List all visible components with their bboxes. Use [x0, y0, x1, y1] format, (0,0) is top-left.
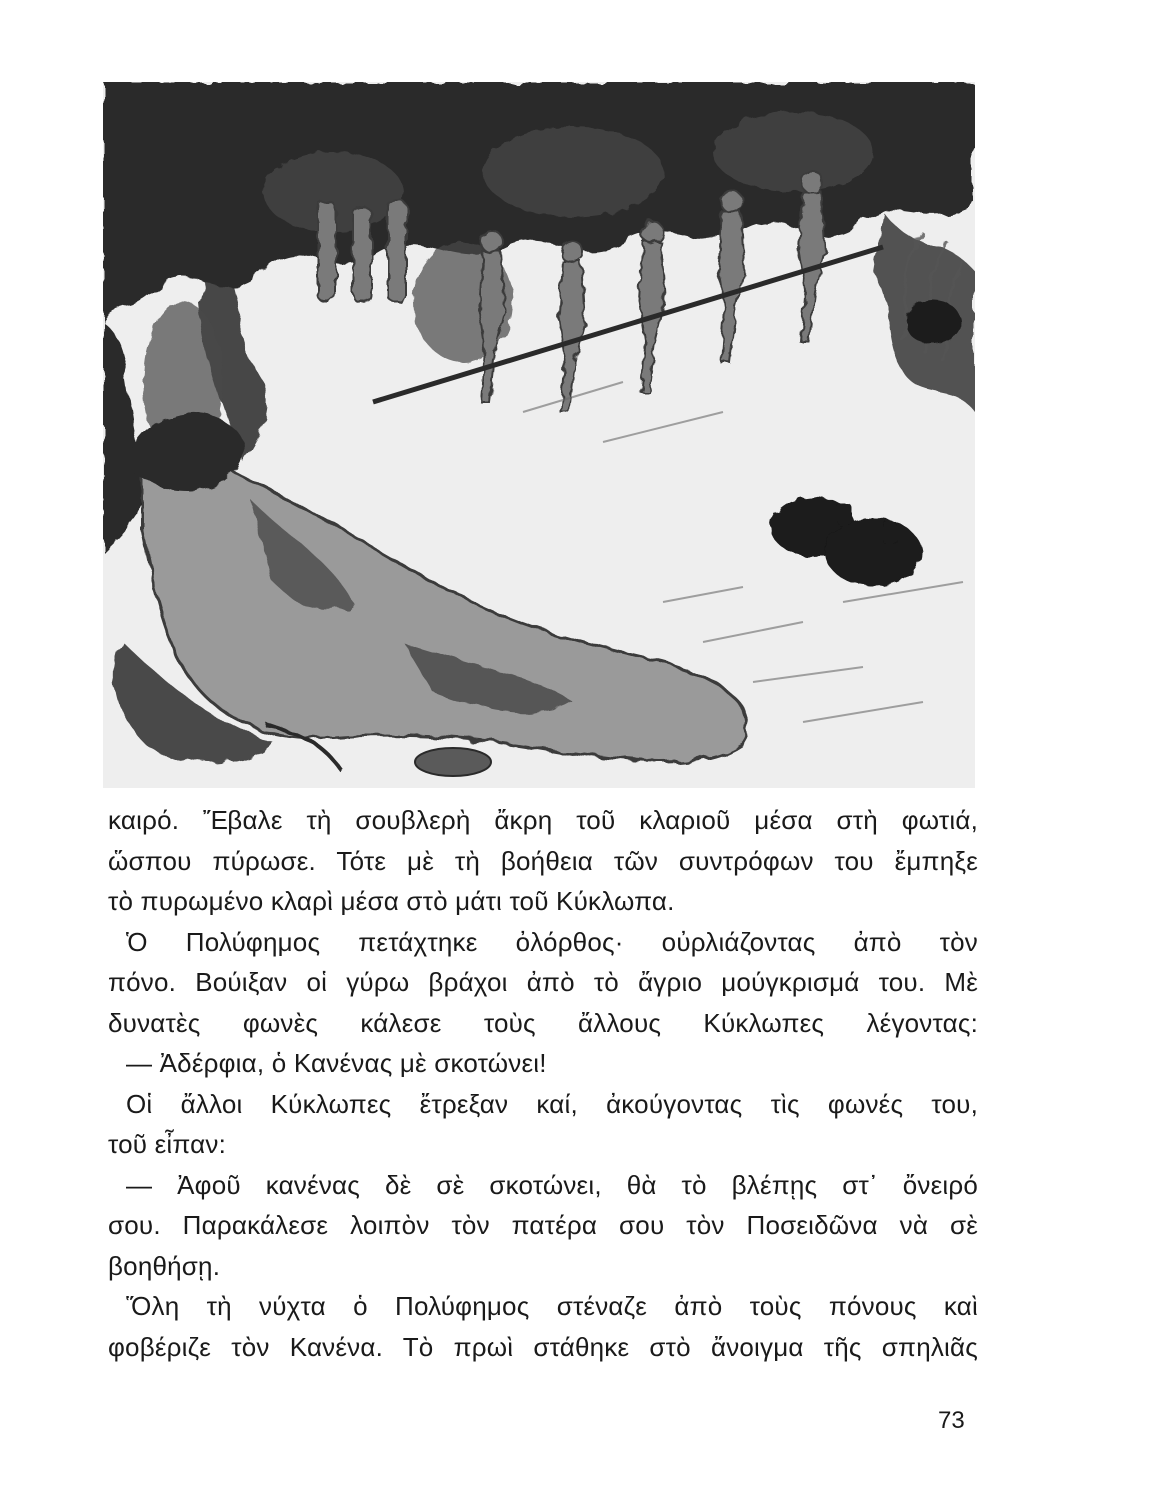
- page-number: 73: [938, 1407, 965, 1434]
- text-line: τὸ πυρωμένο κλαρὶ μέσα στὸ μάτι τοῦ Κύκλωπα.: [108, 886, 675, 916]
- text-line: ὥσπου πύρωσε. Τότε μὲ τὴ βοήθεια τῶν συντρόφων του ἔμπηξε: [108, 845, 978, 876]
- text-line: Ὁ Πολύφημος πετάχτηκε ὀλόρθος· οὐρλιάζοντας ἀπὸ τὸν: [126, 926, 978, 957]
- illustration-cyclops-blinded: [103, 82, 975, 788]
- text-line: τοῦ εἶπαν:: [108, 1129, 226, 1159]
- illustration-drawing: [103, 82, 975, 788]
- text-line: καιρό. Ἔβαλε τὴ σουβλερὴ ἄκρη τοῦ κλαριοῦ μέσα στὴ φωτιά,: [108, 805, 978, 835]
- dialogue-line: — Ἀφοῦ κανένας δὲ σὲ σκοτώνει, θὰ τὸ βλέπῃς στ᾿ ὄνειρό: [126, 1169, 978, 1200]
- text-line: Οἱ ἄλλοι Κύκλωπες ἔτρεξαν καί, ἀκούγοντας τὶς φωνές του,: [126, 1088, 978, 1119]
- text-line: φοβέριζε τὸν Κανένα. Τὸ πρωὶ στάθηκε στὸ ἄνοιγμα τῆς σπηλιᾶς: [108, 1331, 978, 1362]
- bowl: [415, 748, 491, 776]
- text-line: δυνατὲς φωνὲς κάλεσε τοὺς ἄλλους Κύκλωπες λέγοντας:: [108, 1007, 978, 1038]
- text-line: πόνο. Βούιξαν οἱ γύρω βράχοι ἀπὸ τὸ ἄγριο μούγκρισμά του. Μὲ: [108, 967, 978, 997]
- text-line: βοηθήσῃ.: [108, 1250, 221, 1281]
- story-text: [108, 800, 978, 1367]
- dialogue-line: — Ἀδέρφια, ὁ Κανένας μὲ σκοτώνει!: [126, 1048, 547, 1078]
- text-line: σου. Παρακάλεσε λοιπὸν τὸν πατέρα σου τὸν Ποσειδῶνα νὰ σὲ: [108, 1210, 978, 1240]
- text-line: Ὅλη τὴ νύχτα ὁ Πολύφημος στέναζε ἀπὸ τοὺς πόνους καὶ: [126, 1291, 978, 1321]
- fire-embers: [905, 300, 961, 344]
